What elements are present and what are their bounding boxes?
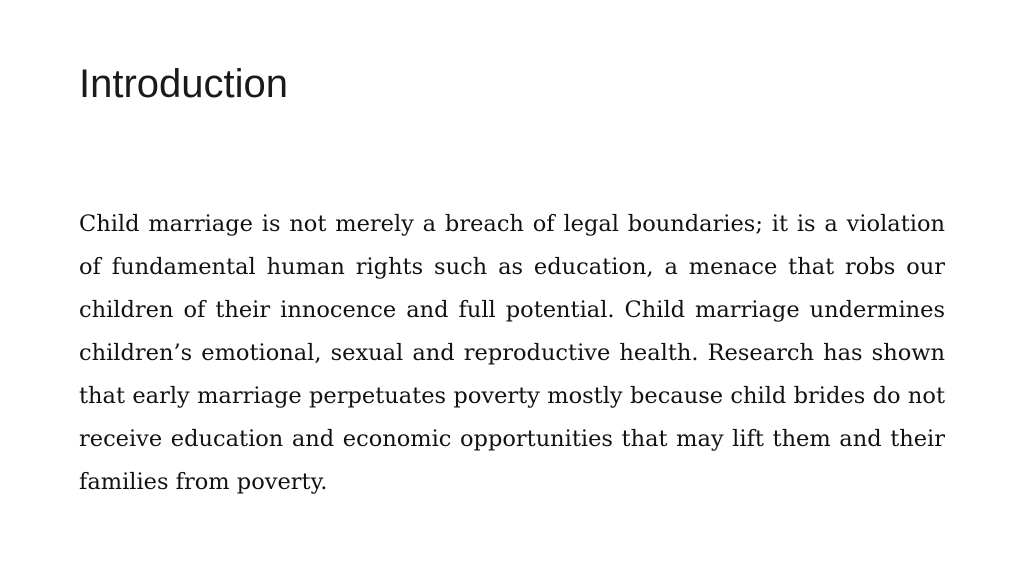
- slide-title: Introduction: [79, 62, 289, 106]
- slide-body-paragraph: Child marriage is not merely a breach of legal boundaries; it is a violation of fundamental human rights such as education, a menace that robs our children of their innocence and full potential. Child marriage undermines children’s emotional, sexual and reproductive health. Research has shown that early marriage perpetuates poverty mostly because child brides do not receive education and economic opportunities that may lift them and their families from poverty.: [79, 211, 945, 495]
